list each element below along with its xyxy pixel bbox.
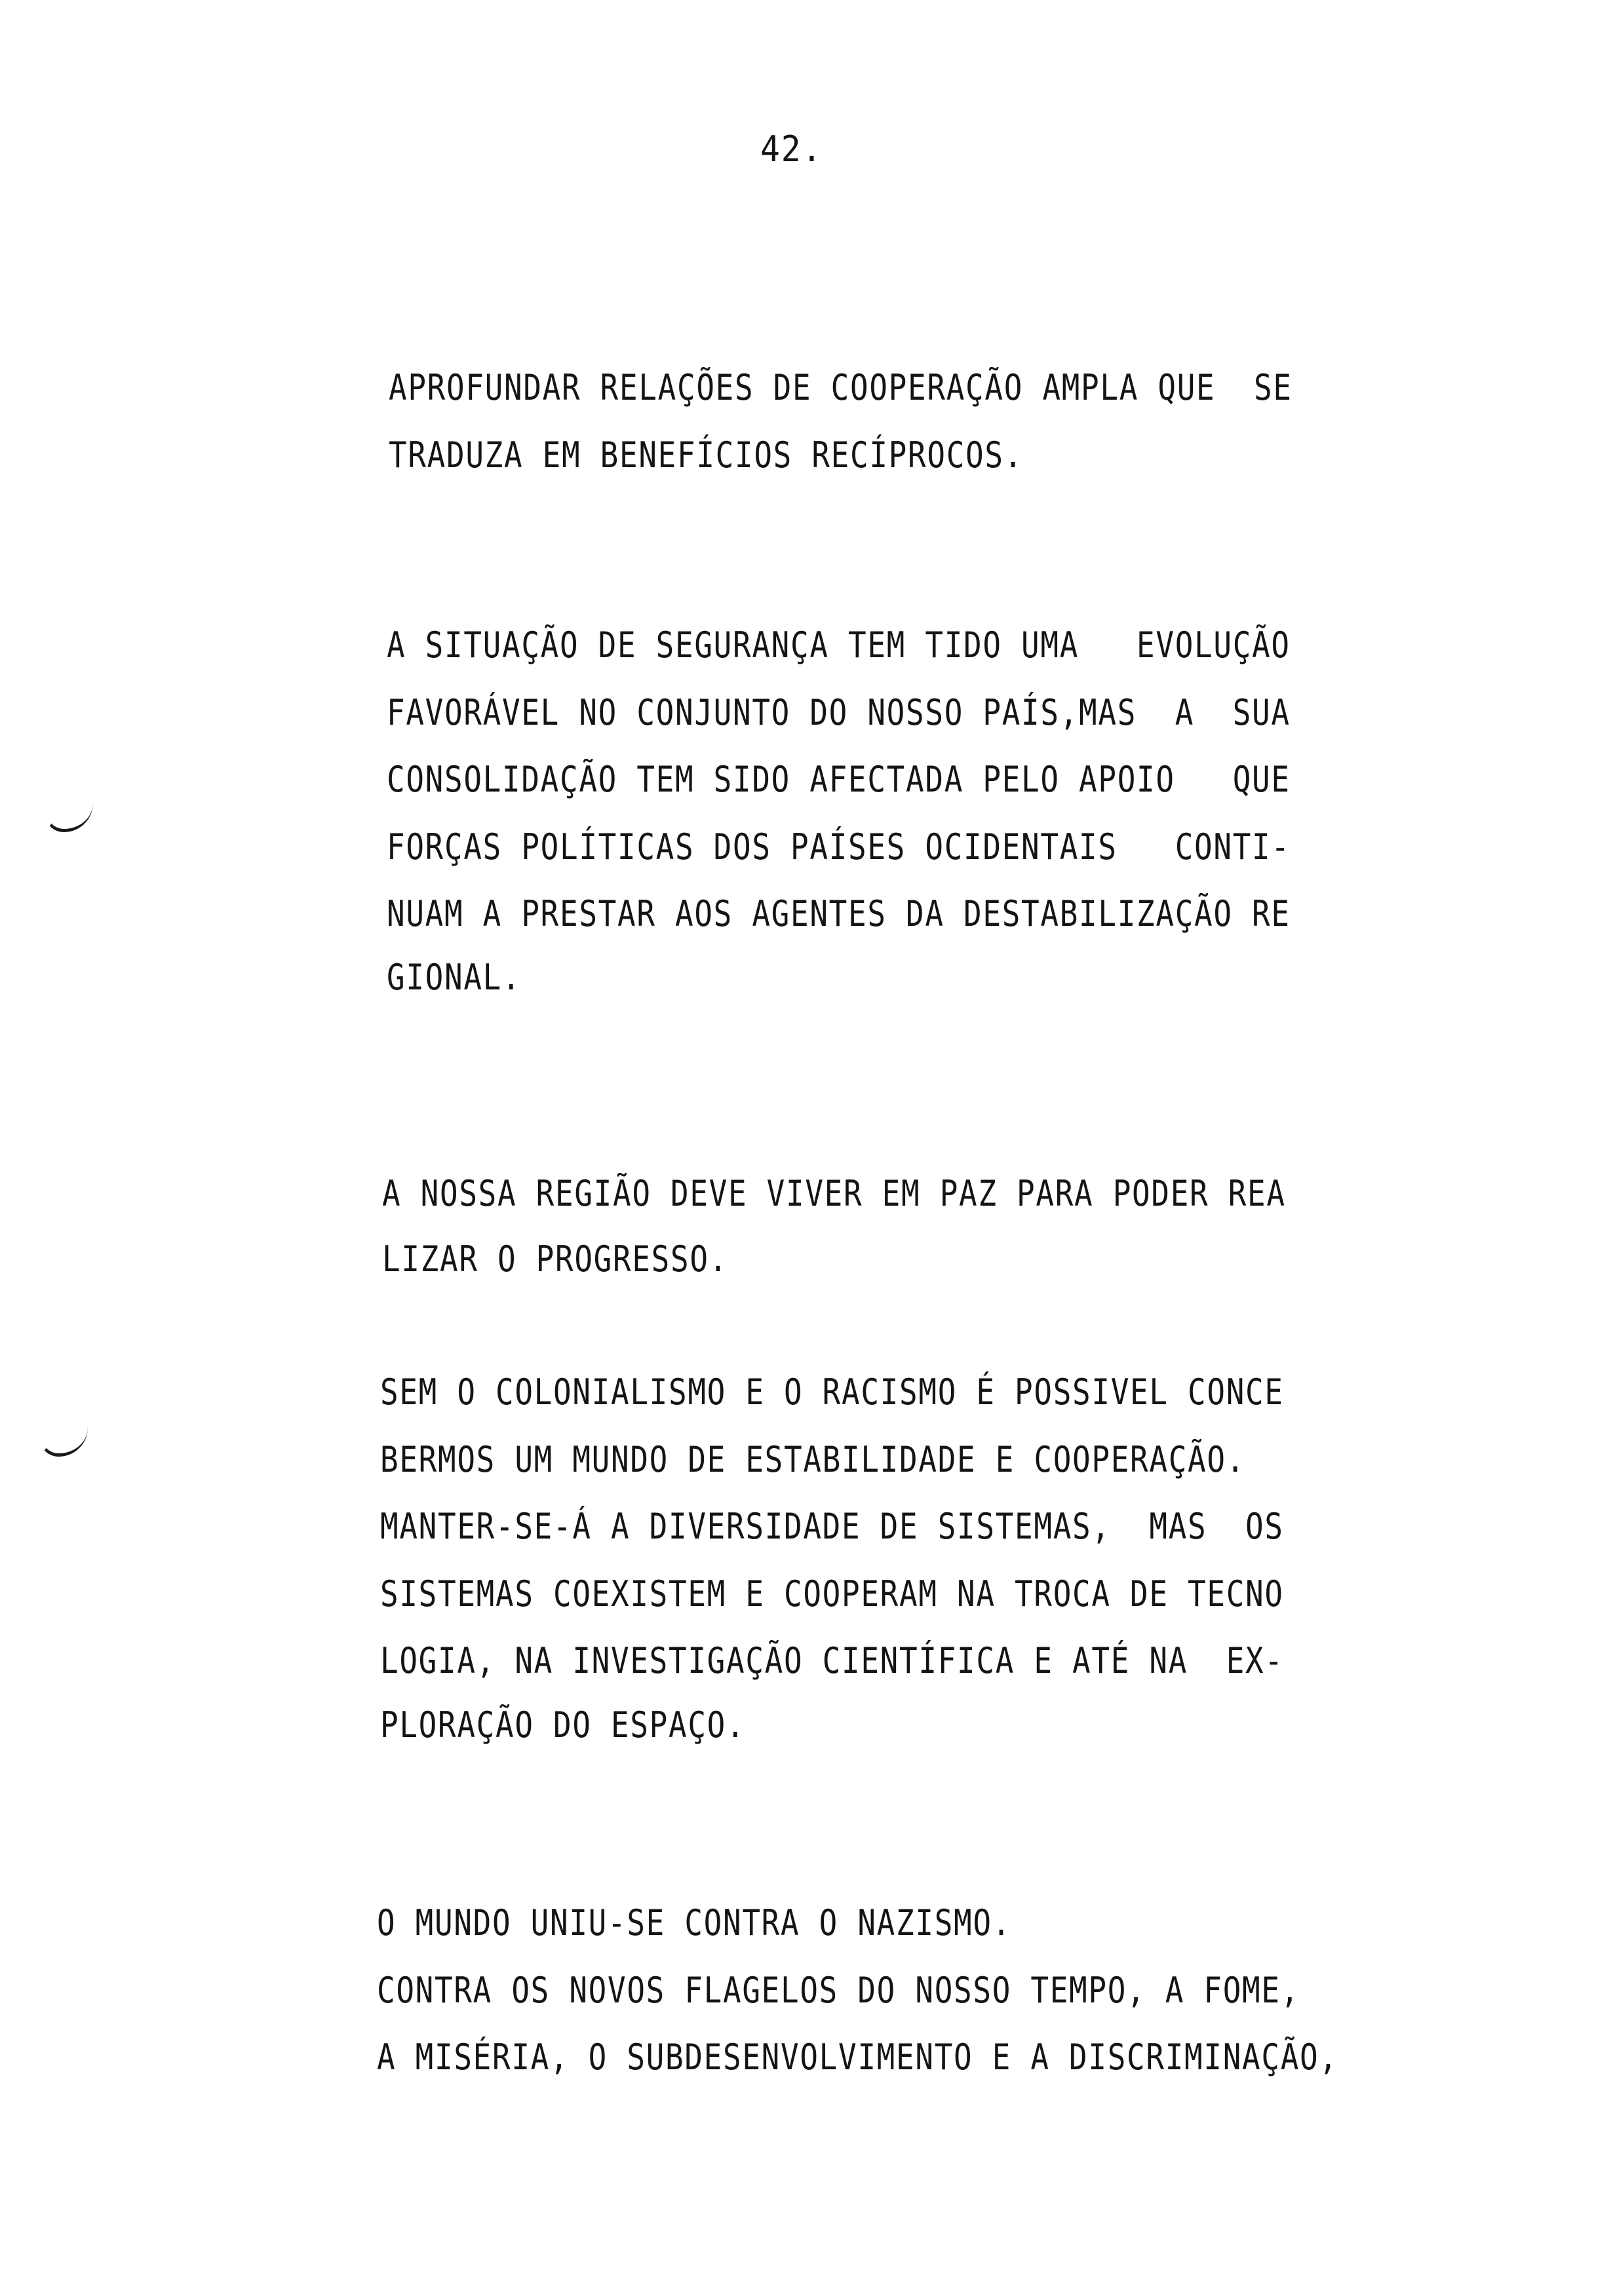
text-line: CONTRA OS NOVOS FLAGELOS DO NOSSO TEMPO, A FOME, [377, 1970, 1300, 2011]
text-line: O MUNDO UNIU-SE CONTRA O NAZISMO. [377, 1902, 1012, 1943]
page-number: 42. [760, 128, 823, 170]
text-line: NUAM A PRESTAR AOS AGENTES DA DESTABILIZAÇÃO RE [387, 893, 1291, 934]
text-line: A SITUAÇÃO DE SEGURANÇA TEM TIDO UMA EVOLUÇÃO [387, 624, 1291, 666]
text-line: A MISÉRIA, O SUBDESENVOLVIMENTO E A DISCRIMINAÇÃO, [377, 2037, 1338, 2078]
text-line: LIZAR O PROGRESSO. [382, 1238, 729, 1280]
text-line: TRADUZA EM BENEFÍCIOS RECÍPROCOS. [389, 434, 1024, 476]
text-line: PLORAÇÃO DO ESPAÇO. [380, 1704, 746, 1746]
margin-mark [39, 1427, 88, 1457]
text-line: BERMOS UM MUNDO DE ESTABILIDADE E COOPERAÇÃO. [380, 1439, 1246, 1480]
text-line: SISTEMAS COEXISTEM E COOPERAM NA TROCA DE TECNO [380, 1573, 1284, 1615]
text-line: LOGIA, NA INVESTIGAÇÃO CIENTÍFICA E ATÉ NA EX- [380, 1640, 1284, 1681]
text-line: GIONAL. [387, 957, 522, 998]
text-line: SEM O COLONIALISMO E O RACISMO É POSSIVEL CONCE [380, 1371, 1284, 1413]
text-line: CONSOLIDAÇÃO TEM SIDO AFECTADA PELO APOIO QUE [387, 759, 1291, 800]
text-line: A NOSSA REGIÃO DEVE VIVER EM PAZ PARA PODER REA [382, 1173, 1286, 1214]
text-line: MANTER-SE-Á A DIVERSIDADE DE SISTEMAS, MAS OS [380, 1506, 1284, 1547]
text-line: FORÇAS POLÍTICAS DOS PAÍSES OCIDENTAIS CONTI- [387, 826, 1291, 868]
text-line: APROFUNDAR RELAÇÕES DE COOPERAÇÃO AMPLA QUE SE [389, 367, 1293, 408]
margin-mark [45, 803, 93, 832]
text-line: FAVORÁVEL NO CONJUNTO DO NOSSO PAÍS,MAS A SUA [387, 692, 1291, 733]
